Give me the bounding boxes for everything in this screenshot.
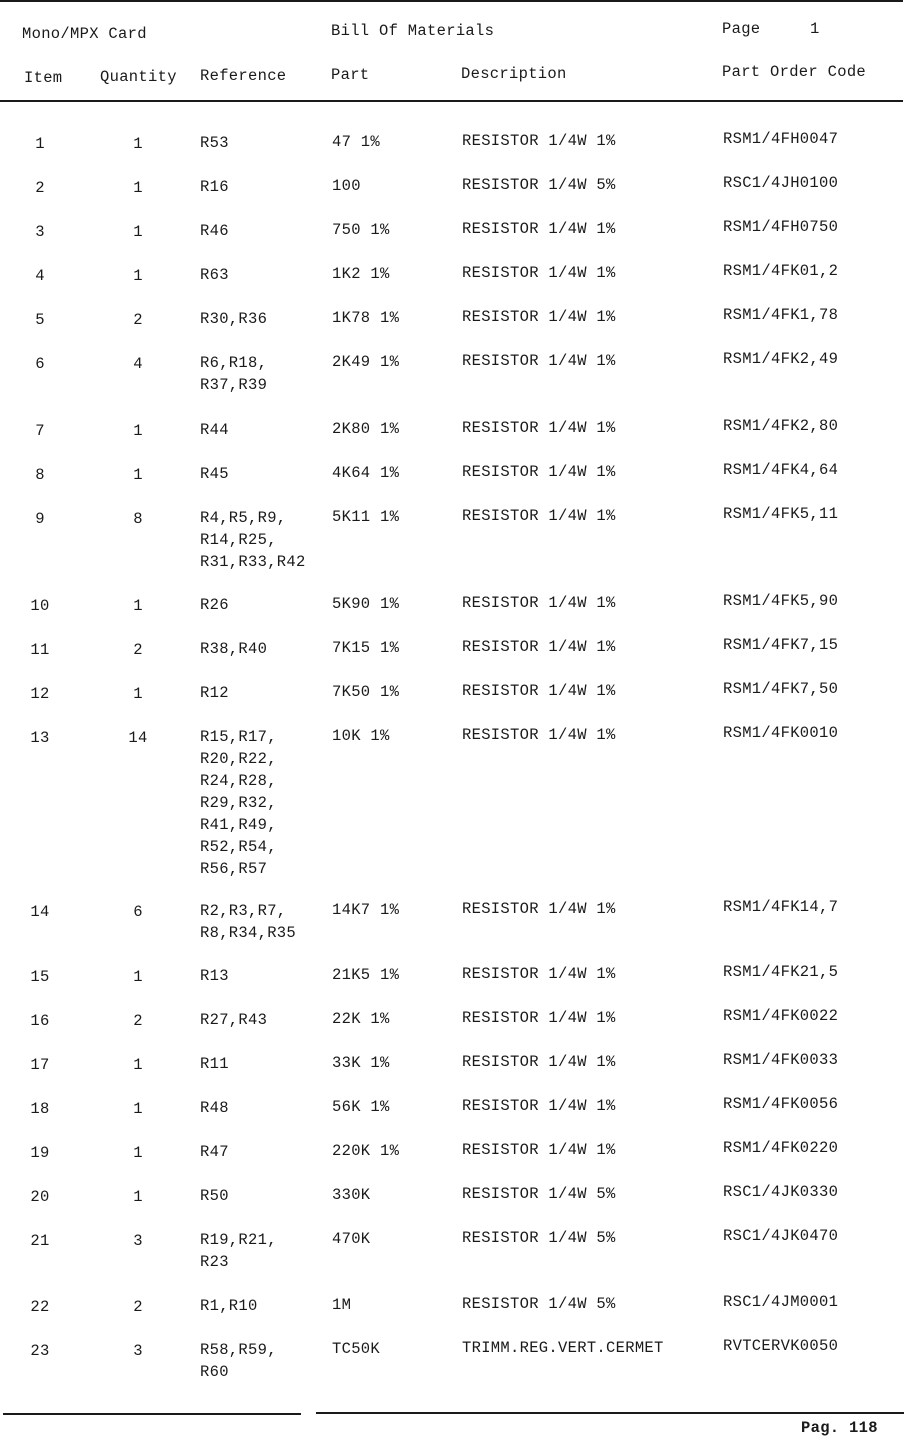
reference-cell (200, 1229, 277, 1273)
part-value-cell: 4K64 1% (332, 464, 400, 482)
part-value-cell: 750 1% (332, 221, 390, 239)
description-cell: RESISTOR 1/4W 5% (462, 1185, 616, 1203)
order-code-cell: RSM1/4FK5,90 (723, 592, 839, 610)
item-number-cell: 19 (30, 1144, 50, 1162)
part-value-cell: 7K15 1% (332, 639, 400, 657)
reference-line: R58,R59, (200, 1341, 277, 1359)
order-code-cell: RSM1/4FK1,78 (723, 306, 839, 324)
description-cell: RESISTOR 1/4W 1% (462, 965, 616, 983)
reference-cell (200, 1295, 258, 1317)
part-value-cell: 7K50 1% (332, 683, 400, 701)
order-code-cell: RSM1/4FK7,15 (723, 636, 839, 654)
quantity-cell: 1 (133, 179, 143, 197)
reference-cell (200, 176, 229, 198)
reference-line: R44 (200, 421, 229, 439)
reference-line: R53 (200, 134, 229, 152)
description-cell: RESISTOR 1/4W 1% (462, 682, 616, 700)
description-cell: RESISTOR 1/4W 1% (462, 463, 616, 481)
quantity-cell: 1 (133, 135, 143, 153)
part-value-cell: 2K49 1% (332, 353, 400, 371)
order-code-cell: RVTCERVK0050 (723, 1337, 839, 1355)
reference-line: R30,R36 (200, 310, 268, 328)
part-value-cell: TC50K (332, 1340, 381, 1358)
order-code-cell: RSM1/4FK4,64 (723, 461, 839, 479)
reference-line: R41,R49, (200, 816, 277, 834)
reference-cell (200, 594, 229, 616)
description-cell: RESISTOR 1/4W 1% (462, 419, 616, 437)
order-code-cell: RSM1/4FK0022 (723, 1007, 839, 1025)
quantity-cell: 1 (133, 968, 143, 986)
reference-cell (200, 1097, 229, 1119)
reference-cell (200, 419, 229, 441)
item-number-cell: 2 (35, 179, 45, 197)
description-cell: RESISTOR 1/4W 1% (462, 507, 616, 525)
item-number-cell: 11 (30, 641, 50, 659)
part-value-cell: 33K 1% (332, 1054, 390, 1072)
order-code-cell: RSM1/4FK01,2 (723, 262, 839, 280)
reference-line: R52,R54, (200, 838, 277, 856)
description-cell: RESISTOR 1/4W 1% (462, 264, 616, 282)
description-cell: RESISTOR 1/4W 1% (462, 132, 616, 150)
reference-cell (200, 965, 229, 987)
footer-rule-left (3, 1413, 301, 1415)
reference-line: R46 (200, 222, 229, 240)
item-number-cell: 9 (35, 510, 45, 528)
reference-cell (200, 507, 306, 573)
reference-cell (200, 308, 267, 330)
reference-cell (200, 900, 296, 944)
quantity-cell: 1 (133, 1056, 143, 1074)
part-value-cell: 14K7 1% (332, 901, 400, 919)
part-value-cell: 470K (332, 1230, 371, 1248)
order-code-cell: RSM1/4FK0010 (723, 724, 839, 742)
reference-line: R6,R18, (200, 354, 268, 372)
description-cell: RESISTOR 1/4W 1% (462, 1009, 616, 1027)
reference-line: R47 (200, 1143, 229, 1161)
order-code-cell: RSM1/4FK2,80 (723, 417, 839, 435)
item-number-cell: 4 (35, 267, 45, 285)
order-code-cell: RSC1/4JK0470 (723, 1227, 839, 1245)
item-number-cell: 8 (35, 466, 45, 484)
top-rule (0, 0, 903, 2)
reference-line: R1,R10 (200, 1297, 258, 1315)
item-number-cell: 14 (30, 903, 50, 921)
quantity-cell: 1 (133, 422, 143, 440)
part-value-cell: 10K 1% (332, 727, 390, 745)
item-number-cell: 23 (30, 1342, 50, 1360)
quantity-cell: 1 (133, 597, 143, 615)
description-cell: RESISTOR 1/4W 1% (462, 352, 616, 370)
footer-rule-right (316, 1412, 904, 1414)
page-number: 1 (810, 20, 820, 38)
order-code-cell: RSM1/4FK14,7 (723, 898, 839, 916)
part-value-cell: 100 (332, 177, 361, 195)
order-code-cell: RSC1/4JM0001 (723, 1293, 839, 1311)
column-header-part: Part (331, 66, 370, 84)
order-code-cell: RSM1/4FK21,5 (723, 963, 839, 981)
quantity-cell: 1 (133, 685, 143, 703)
order-code-cell: RSM1/4FK0220 (723, 1139, 839, 1157)
description-cell: RESISTOR 1/4W 1% (462, 308, 616, 326)
item-number-cell: 22 (30, 1298, 50, 1316)
page-label: Page (722, 20, 761, 38)
header-rule (0, 100, 903, 102)
order-code-cell: RSM1/4FK5,11 (723, 505, 839, 523)
reference-cell (200, 1053, 229, 1075)
quantity-cell: 8 (133, 510, 143, 528)
part-value-cell: 5K11 1% (332, 508, 400, 526)
part-value-cell: 2K80 1% (332, 420, 400, 438)
description-cell: RESISTOR 1/4W 5% (462, 176, 616, 194)
document-title: Bill Of Materials (331, 22, 495, 40)
reference-line: R13 (200, 967, 229, 985)
item-number-cell: 12 (30, 685, 50, 703)
order-code-cell: RSM1/4FH0750 (723, 218, 839, 236)
card-name: Mono/MPX Card (22, 25, 147, 43)
item-number-cell: 18 (30, 1100, 50, 1118)
reference-line: R56,R57 (200, 860, 268, 878)
part-value-cell: 21K5 1% (332, 966, 400, 984)
reference-cell (200, 1141, 229, 1163)
quantity-cell: 2 (133, 1298, 143, 1316)
item-number-cell: 20 (30, 1188, 50, 1206)
reference-line: R23 (200, 1253, 229, 1271)
item-number-cell: 15 (30, 968, 50, 986)
part-value-cell: 47 1% (332, 133, 381, 151)
reference-cell (200, 1009, 267, 1031)
reference-line: R20,R22, (200, 750, 277, 768)
reference-cell (200, 463, 229, 485)
reference-cell (200, 682, 229, 704)
column-header-item: Item (24, 69, 63, 87)
part-value-cell: 330K (332, 1186, 371, 1204)
reference-line: R11 (200, 1055, 229, 1073)
part-value-cell: 56K 1% (332, 1098, 390, 1116)
quantity-cell: 1 (133, 267, 143, 285)
description-cell: RESISTOR 1/4W 1% (462, 726, 616, 744)
quantity-cell: 1 (133, 1100, 143, 1118)
quantity-cell: 3 (133, 1232, 143, 1250)
reference-cell (200, 264, 229, 286)
item-number-cell: 16 (30, 1012, 50, 1030)
reference-line: R45 (200, 465, 229, 483)
order-code-cell: RSM1/4FK7,50 (723, 680, 839, 698)
reference-line: R12 (200, 684, 229, 702)
part-value-cell: 5K90 1% (332, 595, 400, 613)
part-value-cell: 220K 1% (332, 1142, 400, 1160)
item-number-cell: 7 (35, 422, 45, 440)
description-cell: RESISTOR 1/4W 1% (462, 594, 616, 612)
part-value-cell: 1K78 1% (332, 309, 400, 327)
reference-line: R38,R40 (200, 640, 268, 658)
reference-line: R4,R5,R9, (200, 509, 287, 527)
quantity-cell: 1 (133, 1188, 143, 1206)
reference-line: R19,R21, (200, 1231, 277, 1249)
item-number-cell: 13 (30, 729, 50, 747)
reference-line: R8,R34,R35 (200, 924, 297, 942)
reference-line: R50 (200, 1187, 229, 1205)
item-number-cell: 17 (30, 1056, 50, 1074)
reference-line: R60 (200, 1363, 229, 1381)
order-code-cell: RSM1/4FH0047 (723, 130, 839, 148)
item-number-cell: 5 (35, 311, 45, 329)
reference-line: R14,R25, (200, 531, 277, 549)
reference-cell (200, 132, 229, 154)
description-cell: RESISTOR 1/4W 5% (462, 1295, 616, 1313)
reference-line: R15,R17, (200, 728, 277, 746)
reference-line: R27,R43 (200, 1011, 268, 1029)
item-number-cell: 1 (35, 135, 45, 153)
description-cell: RESISTOR 1/4W 1% (462, 638, 616, 656)
reference-line: R2,R3,R7, (200, 902, 287, 920)
reference-line: R31,R33,R42 (200, 553, 306, 571)
part-value-cell: 22K 1% (332, 1010, 390, 1028)
quantity-cell: 4 (133, 355, 143, 373)
reference-line: R63 (200, 266, 229, 284)
reference-cell (200, 352, 267, 396)
reference-line: R16 (200, 178, 229, 196)
order-code-cell: RSM1/4FK2,49 (723, 350, 839, 368)
quantity-cell: 2 (133, 1012, 143, 1030)
reference-line: R48 (200, 1099, 229, 1117)
item-number-cell: 3 (35, 223, 45, 241)
order-code-cell: RSM1/4FK0033 (723, 1051, 839, 1069)
reference-cell (200, 1185, 229, 1207)
reference-line: R37,R39 (200, 376, 268, 394)
column-header-quantity: Quantity (100, 68, 177, 86)
description-cell: RESISTOR 1/4W 1% (462, 1097, 616, 1115)
description-cell: TRIMM.REG.VERT.CERMET (462, 1339, 664, 1357)
quantity-cell: 2 (133, 311, 143, 329)
description-cell: RESISTOR 1/4W 1% (462, 900, 616, 918)
reference-line: R26 (200, 596, 229, 614)
reference-cell (200, 220, 229, 242)
column-header-description: Description (461, 65, 567, 83)
quantity-cell: 1 (133, 466, 143, 484)
quantity-cell: 1 (133, 223, 143, 241)
item-number-cell: 10 (30, 597, 50, 615)
part-value-cell: 1K2 1% (332, 265, 390, 283)
description-cell: RESISTOR 1/4W 1% (462, 220, 616, 238)
reference-cell (200, 638, 267, 660)
reference-cell (200, 726, 277, 880)
quantity-cell: 6 (133, 903, 143, 921)
part-value-cell: 1M (332, 1296, 352, 1314)
reference-cell (200, 1339, 277, 1383)
order-code-cell: RSC1/4JH0100 (723, 174, 839, 192)
order-code-cell: RSC1/4JK0330 (723, 1183, 839, 1201)
quantity-cell: 3 (133, 1342, 143, 1360)
quantity-cell: 2 (133, 641, 143, 659)
quantity-cell: 14 (128, 729, 148, 747)
column-header-reference: Reference (200, 67, 287, 85)
item-number-cell: 6 (35, 355, 45, 373)
column-header-order-code: Part Order Code (722, 63, 867, 81)
quantity-cell: 1 (133, 1144, 143, 1162)
item-number-cell: 21 (30, 1232, 50, 1250)
page-footer: Pag. 118 (801, 1419, 878, 1437)
order-code-cell: RSM1/4FK0056 (723, 1095, 839, 1113)
description-cell: RESISTOR 1/4W 1% (462, 1053, 616, 1071)
reference-line: R24,R28, (200, 772, 277, 790)
description-cell: RESISTOR 1/4W 5% (462, 1229, 616, 1247)
description-cell: RESISTOR 1/4W 1% (462, 1141, 616, 1159)
reference-line: R29,R32, (200, 794, 277, 812)
